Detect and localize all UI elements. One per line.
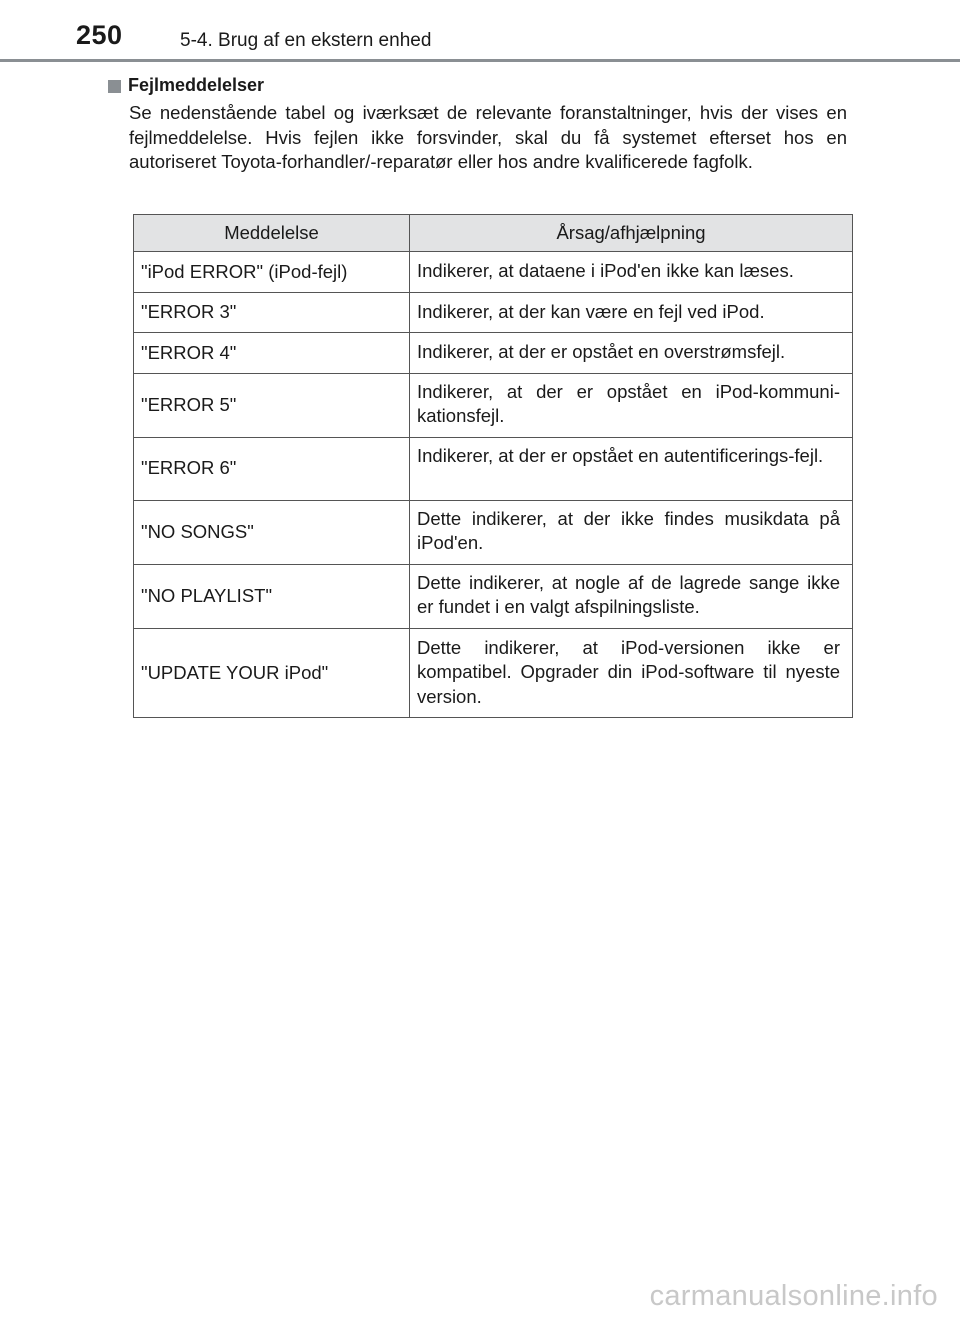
table-row	[134, 292, 853, 333]
intro-paragraph: Se nedenstående tabel og iværksæt de relevante foranstaltninger, hvis der vises en fejlmeddelelse. Hvis fejlen ikke forsvinder, skal du få systemet efterset hos en autoriseret Toyota-forhandler/-reparatør eller hos andre kvalificerede fagfolk.	[129, 102, 847, 172]
message-cell: "NO PLAYLIST"	[134, 564, 410, 628]
table-row	[134, 373, 853, 437]
cause-cell: Indikerer, at dataene i iPod'en ikke kan læses.	[410, 252, 853, 293]
cause-cell: Indikerer, at der er opstået en overstrømsfejl.	[410, 333, 853, 374]
cause-cell: Indikerer, at der er opstået en autentificerings-fejl.	[410, 437, 853, 500]
table-row	[134, 437, 853, 500]
message-cell: "UPDATE YOUR iPod"	[134, 628, 410, 718]
error-message-table	[133, 214, 853, 718]
square-bullet-icon	[108, 80, 121, 93]
table-row	[134, 628, 853, 718]
table-row	[134, 252, 853, 293]
section-title: 5-4. Brug af en ekstern enhed	[180, 30, 432, 51]
section-heading	[108, 75, 264, 96]
page-number: 250	[76, 20, 123, 50]
message-cell: "ERROR 3"	[134, 292, 410, 333]
table-row	[134, 564, 853, 628]
message-cell: "iPod ERROR" (iPod-fejl)	[134, 252, 410, 293]
message-cell: "NO SONGS"	[134, 500, 410, 564]
message-cell: "ERROR 6"	[134, 437, 410, 500]
cause-cell: Dette indikerer, at iPod-versionen ikke er kompatibel. Opgrader din iPod-software til nyeste version.	[410, 628, 853, 718]
column-header-cause: Årsag/afhjælpning	[410, 215, 853, 252]
header-divider	[0, 59, 960, 62]
section-heading-text: Fejlmeddelelser	[128, 75, 265, 95]
column-header-message: Meddelelse	[134, 215, 410, 252]
watermark: carmanualsonline.info	[649, 1280, 938, 1312]
table-row	[134, 500, 853, 564]
cause-cell: Dette indikerer, at nogle af de lagrede sange ikke er fundet i en valgt afspilningsliste.	[410, 564, 853, 628]
message-cell: "ERROR 4"	[134, 333, 410, 374]
table-header-row	[134, 215, 853, 252]
cause-cell: Indikerer, at der er opstået en iPod-kommuni-kationsfejl.	[410, 373, 853, 437]
cause-cell: Indikerer, at der kan være en fejl ved iPod.	[410, 292, 853, 333]
message-cell: "ERROR 5"	[134, 373, 410, 437]
page-header	[0, 0, 960, 62]
cause-cell: Dette indikerer, at der ikke findes musikdata på iPod'en.	[410, 500, 853, 564]
table-row	[134, 333, 853, 374]
